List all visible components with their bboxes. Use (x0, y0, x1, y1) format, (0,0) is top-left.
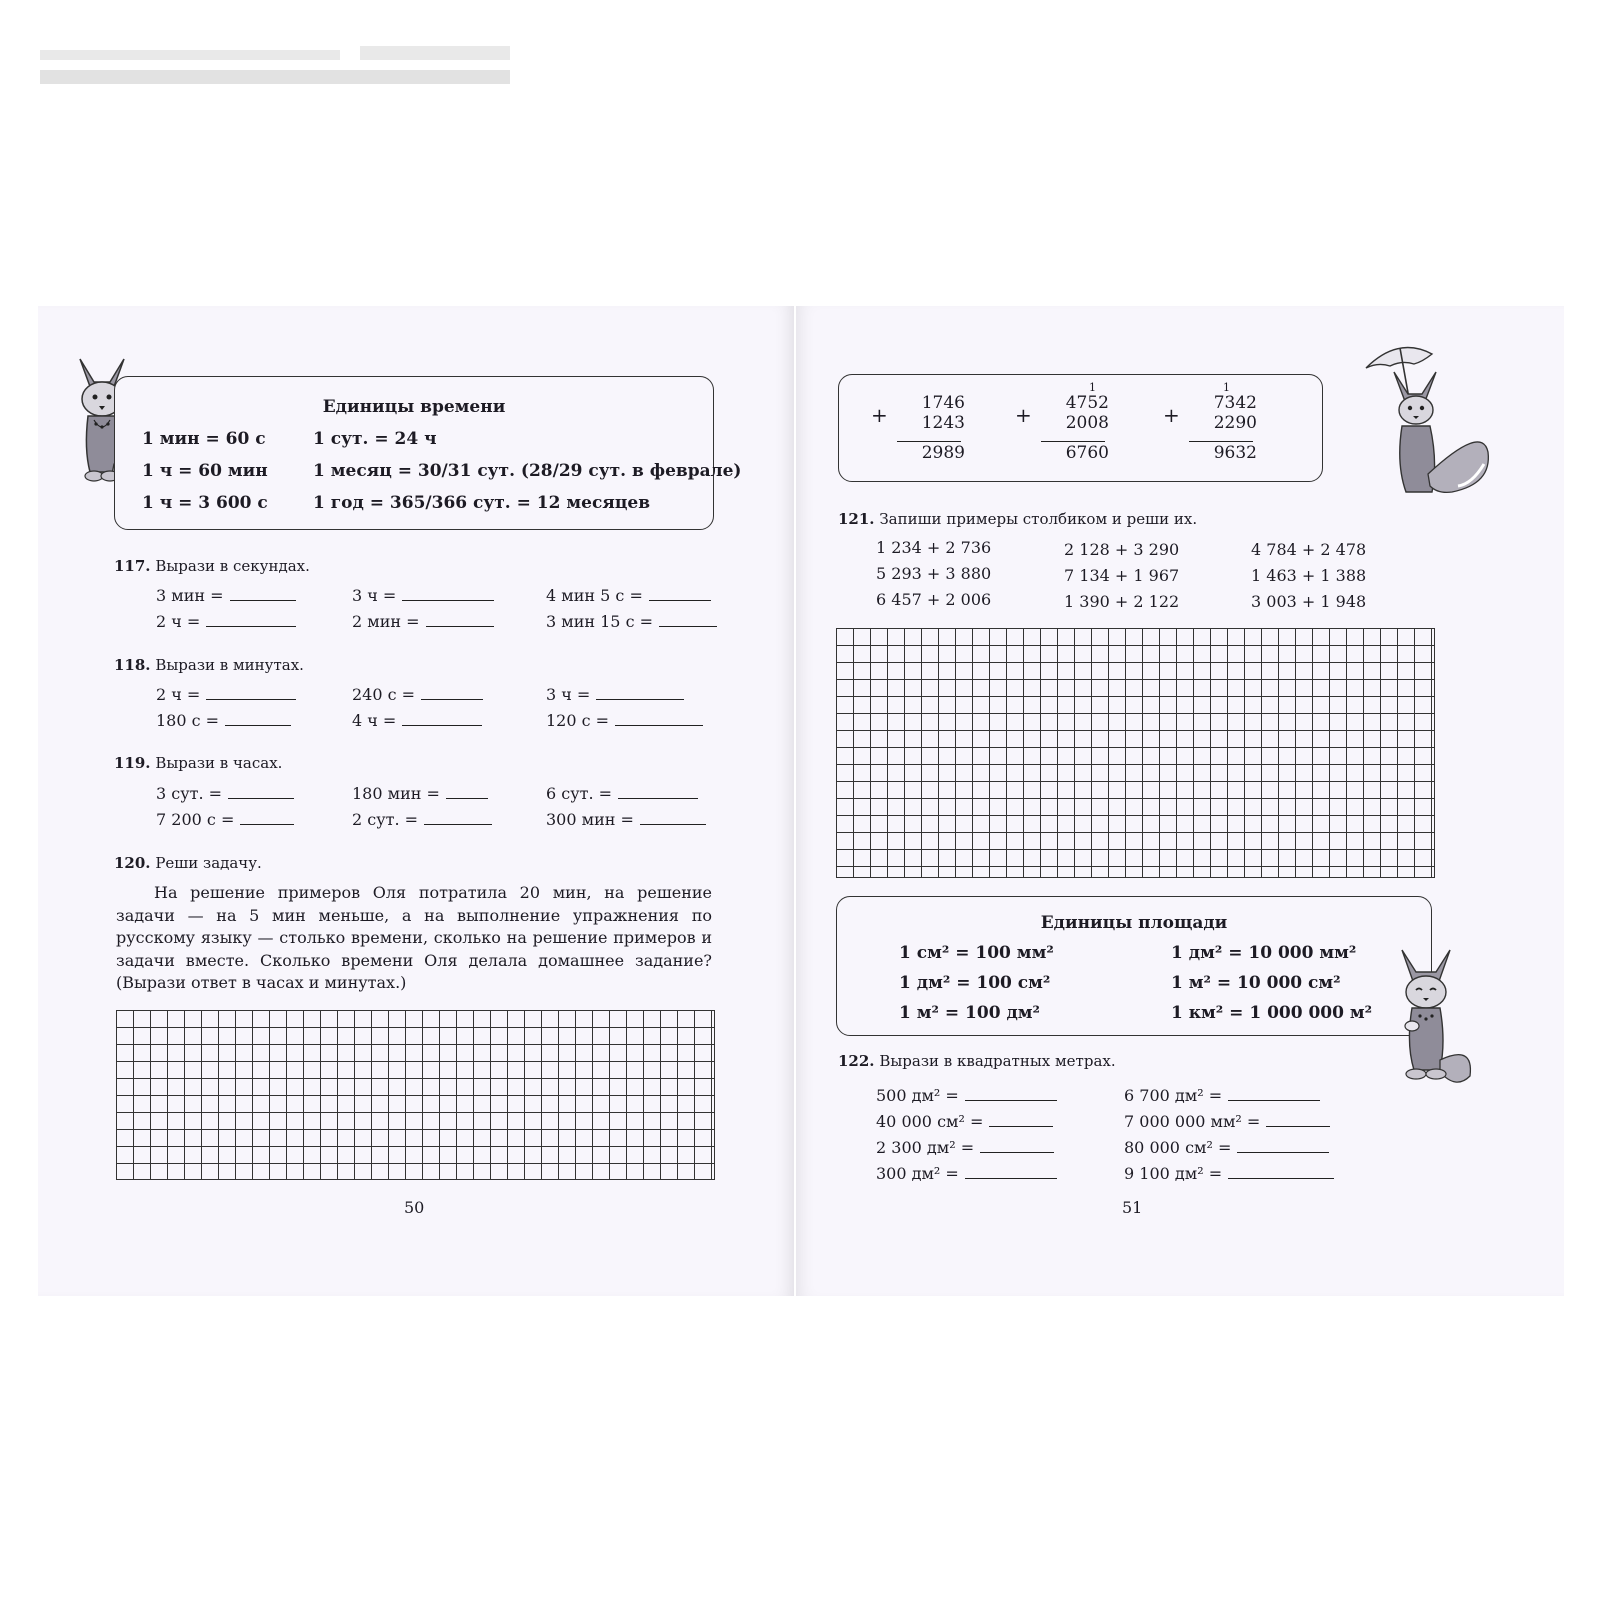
left-page (38, 306, 794, 1296)
exercise-item: 2 128 + 3 290 (1064, 540, 1180, 559)
addend: 1243 (921, 413, 965, 433)
answer-blank[interactable] (965, 1164, 1057, 1179)
exercise-item: 2 сут. = (352, 810, 492, 829)
answer-blank[interactable] (1228, 1164, 1334, 1179)
answer-blank[interactable] (980, 1138, 1054, 1153)
exercise-item: 6 457 + 2 006 (876, 590, 992, 609)
fox-mascot-icon (1386, 944, 1476, 1094)
answer-blank[interactable] (615, 711, 703, 726)
answer-blank[interactable] (649, 586, 711, 601)
time-fact: 1 год = 365/366 сут. = 12 месяцев (313, 493, 651, 513)
answer-blank[interactable] (240, 810, 294, 825)
answer-blank[interactable] (659, 612, 717, 627)
addend: 2290 (1213, 413, 1257, 433)
exercise-item: 2 мин = (352, 612, 494, 631)
column-example: 1 + 7342 2290 9632 (1163, 381, 1257, 463)
task-120-title: 120. Реши задачу. (114, 854, 262, 872)
exercise-item: 5 293 + 3 880 (876, 564, 992, 583)
exercise-item: 3 ч = (352, 586, 494, 605)
exercise-item: 3 ч = (546, 685, 684, 704)
time-units-box (114, 376, 742, 530)
exercise-item: 3 мин 15 с = (546, 612, 717, 631)
watermark-logo (40, 44, 510, 92)
addend: 1746 (921, 393, 965, 413)
exercise-item: 1 463 + 1 388 (1251, 566, 1367, 585)
task-118-title: 118. Вырази в минутах. (114, 656, 304, 674)
answer-grid[interactable] (116, 1010, 715, 1180)
exercise-item: 180 мин = (352, 784, 488, 803)
time-fact: 1 ч = 3 600 с (142, 493, 268, 513)
sum: 2989 (921, 443, 965, 463)
time-units-title: Единицы времени (322, 397, 506, 417)
answer-blank[interactable] (421, 685, 483, 700)
answer-blank[interactable] (1237, 1138, 1329, 1153)
answer-blank[interactable] (426, 612, 494, 627)
answer-blank[interactable] (965, 1086, 1057, 1101)
answer-blank[interactable] (402, 586, 494, 601)
area-units-title: Единицы площади (1040, 913, 1228, 933)
column-addition-box (838, 374, 1323, 482)
addend: 4752 (1065, 393, 1109, 413)
answer-blank[interactable] (640, 810, 706, 825)
area-fact: 1 м² = 10 000 см² (1171, 973, 1341, 993)
area-fact: 1 км² = 1 000 000 м² (1171, 1003, 1373, 1023)
column-example: 1 + 4752 2008 6760 (1015, 381, 1109, 463)
exercise-item: 3 сут. = (156, 784, 294, 803)
answer-grid[interactable] (836, 628, 1435, 878)
time-fact: 1 ч = 60 мин (142, 461, 268, 481)
answer-blank[interactable] (1266, 1112, 1330, 1127)
fox-umbrella-mascot-icon (1362, 334, 1498, 504)
exercise-item: 6 700 дм² = (1124, 1086, 1320, 1105)
exercise-item: 1 390 + 2 122 (1064, 592, 1180, 611)
exercise-item: 7 200 с = (156, 810, 294, 829)
task-121-title: 121. Запиши примеры столбиком и реши их. (838, 510, 1198, 528)
time-fact: 1 мин = 60 с (142, 429, 266, 449)
carry-digit: 1 (1223, 381, 1230, 394)
exercise-item: 7 134 + 1 967 (1064, 566, 1180, 585)
area-fact: 1 дм² = 10 000 мм² (1171, 943, 1357, 963)
exercise-item: 4 ч = (352, 711, 482, 730)
exercise-item: 6 сут. = (546, 784, 698, 803)
time-fact: 1 сут. = 24 ч (313, 429, 437, 449)
area-fact: 1 дм² = 100 см² (899, 973, 1051, 993)
addend: 7342 (1213, 393, 1257, 413)
answer-blank[interactable] (618, 784, 698, 799)
exercise-item: 180 с = (156, 711, 291, 730)
task-120-text: На решение примеров Оля потратила 20 мин, на решение задачи — на 5 мин меньше, а на выполнение упражнения по русскому языку — столько времени, сколько на решение примеров и задачи вместе. Сколько времени Оля делала домашнее задание? (Вырази ответ в часах и минутах.) (116, 883, 712, 992)
exercise-item: 7 000 000 мм² = (1124, 1112, 1330, 1131)
time-fact: 1 месяц = 30/31 сут. (28/29 сут. в феврале) (313, 461, 742, 481)
answer-blank[interactable] (989, 1112, 1053, 1127)
exercise-item: 3 003 + 1 948 (1251, 592, 1367, 611)
page-number: 50 (404, 1198, 425, 1217)
sum: 6760 (1065, 443, 1109, 463)
task-117-title: 117. Вырази в секундах. (114, 557, 310, 575)
exercise-item: 40 000 см² = (876, 1112, 1053, 1131)
answer-blank[interactable] (228, 784, 294, 799)
exercise-item: 2 ч = (156, 612, 296, 631)
area-fact: 1 см² = 100 мм² (899, 943, 1054, 963)
task-122-title: 122. Вырази в квадратных метрах. (838, 1052, 1116, 1070)
answer-blank[interactable] (402, 711, 482, 726)
sum: 9632 (1213, 443, 1257, 463)
exercise-item: 4 784 + 2 478 (1251, 540, 1367, 559)
addend: 2008 (1065, 413, 1109, 433)
area-fact: 1 м² = 100 дм² (899, 1003, 1040, 1023)
answer-blank[interactable] (230, 586, 296, 601)
carry-digit: 1 (1089, 381, 1096, 394)
answer-blank[interactable] (206, 685, 296, 700)
answer-blank[interactable] (446, 784, 488, 799)
exercise-item: 500 дм² = (876, 1086, 1057, 1105)
exercise-item: 3 мин = (156, 586, 296, 605)
answer-blank[interactable] (225, 711, 291, 726)
answer-blank[interactable] (424, 810, 492, 825)
exercise-item: 2 ч = (156, 685, 296, 704)
answer-blank[interactable] (206, 612, 296, 627)
task-119-title: 119. Вырази в часах. (114, 754, 283, 772)
exercise-item: 1 234 + 2 736 (876, 538, 992, 557)
exercise-item: 300 мин = (546, 810, 706, 829)
answer-blank[interactable] (596, 685, 684, 700)
column-example: + 1746 1243 2989 (871, 393, 965, 463)
exercise-item: 4 мин 5 с = (546, 586, 711, 605)
exercise-item: 300 дм² = (876, 1164, 1057, 1183)
right-page (796, 306, 1564, 1296)
exercise-item: 80 000 см² = (1124, 1138, 1329, 1157)
exercise-item: 120 с = (546, 711, 703, 730)
page-number: 51 (1122, 1198, 1143, 1217)
exercise-item: 240 с = (352, 685, 483, 704)
answer-blank[interactable] (1228, 1086, 1320, 1101)
area-units-box (836, 896, 1432, 1036)
exercise-item: 2 300 дм² = (876, 1138, 1054, 1157)
exercise-item: 9 100 дм² = (1124, 1164, 1334, 1183)
